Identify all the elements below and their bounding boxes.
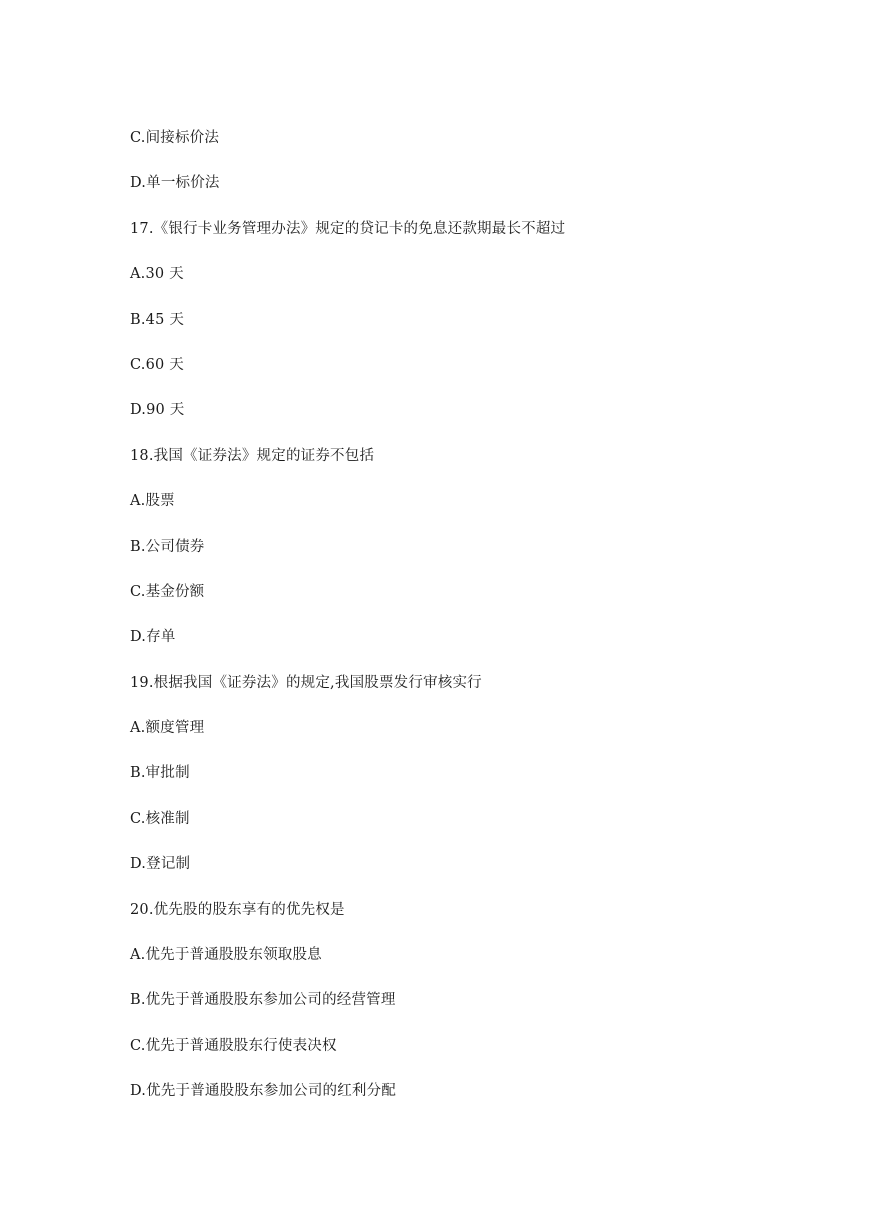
- option-line: D.优先于普通股股东参加公司的红利分配: [130, 1083, 397, 1100]
- option-line: C.核准制: [130, 810, 190, 827]
- option-line: D.单一标价法: [130, 175, 220, 192]
- question-line: 18.我国《证券法》规定的证券不包括: [130, 447, 375, 464]
- option-line: B.审批制: [130, 765, 190, 782]
- option-line: B.优先于普通股股东参加公司的经营管理: [130, 992, 396, 1009]
- option-line: A.优先于普通股股东领取股息: [130, 947, 322, 964]
- option-line: A.30 天: [130, 266, 184, 283]
- option-line: B.45 天: [130, 311, 185, 328]
- option-line: C.60 天: [130, 356, 184, 373]
- option-line: B.公司债券: [130, 538, 205, 555]
- question-line: 20.优先股的股东享有的优先权是: [130, 901, 345, 918]
- question-line: 19.根据我国《证券法》的规定,我国股票发行审核实行: [130, 674, 482, 691]
- question-line: 17.《银行卡业务管理办法》规定的贷记卡的免息还款期最长不超过: [130, 220, 566, 237]
- option-line: D.90 天: [130, 402, 185, 419]
- option-line: A.股票: [130, 493, 175, 510]
- question-list: [130, 127, 565, 1126]
- option-line: C.基金份额: [130, 583, 205, 600]
- option-line: D.登记制: [130, 856, 191, 873]
- option-line: C.间接标价法: [130, 130, 220, 146]
- option-line: C.优先于普通股股东行使表决权: [130, 1037, 337, 1054]
- option-line: D.存单: [130, 629, 176, 646]
- option-line: A.额度管理: [130, 720, 205, 737]
